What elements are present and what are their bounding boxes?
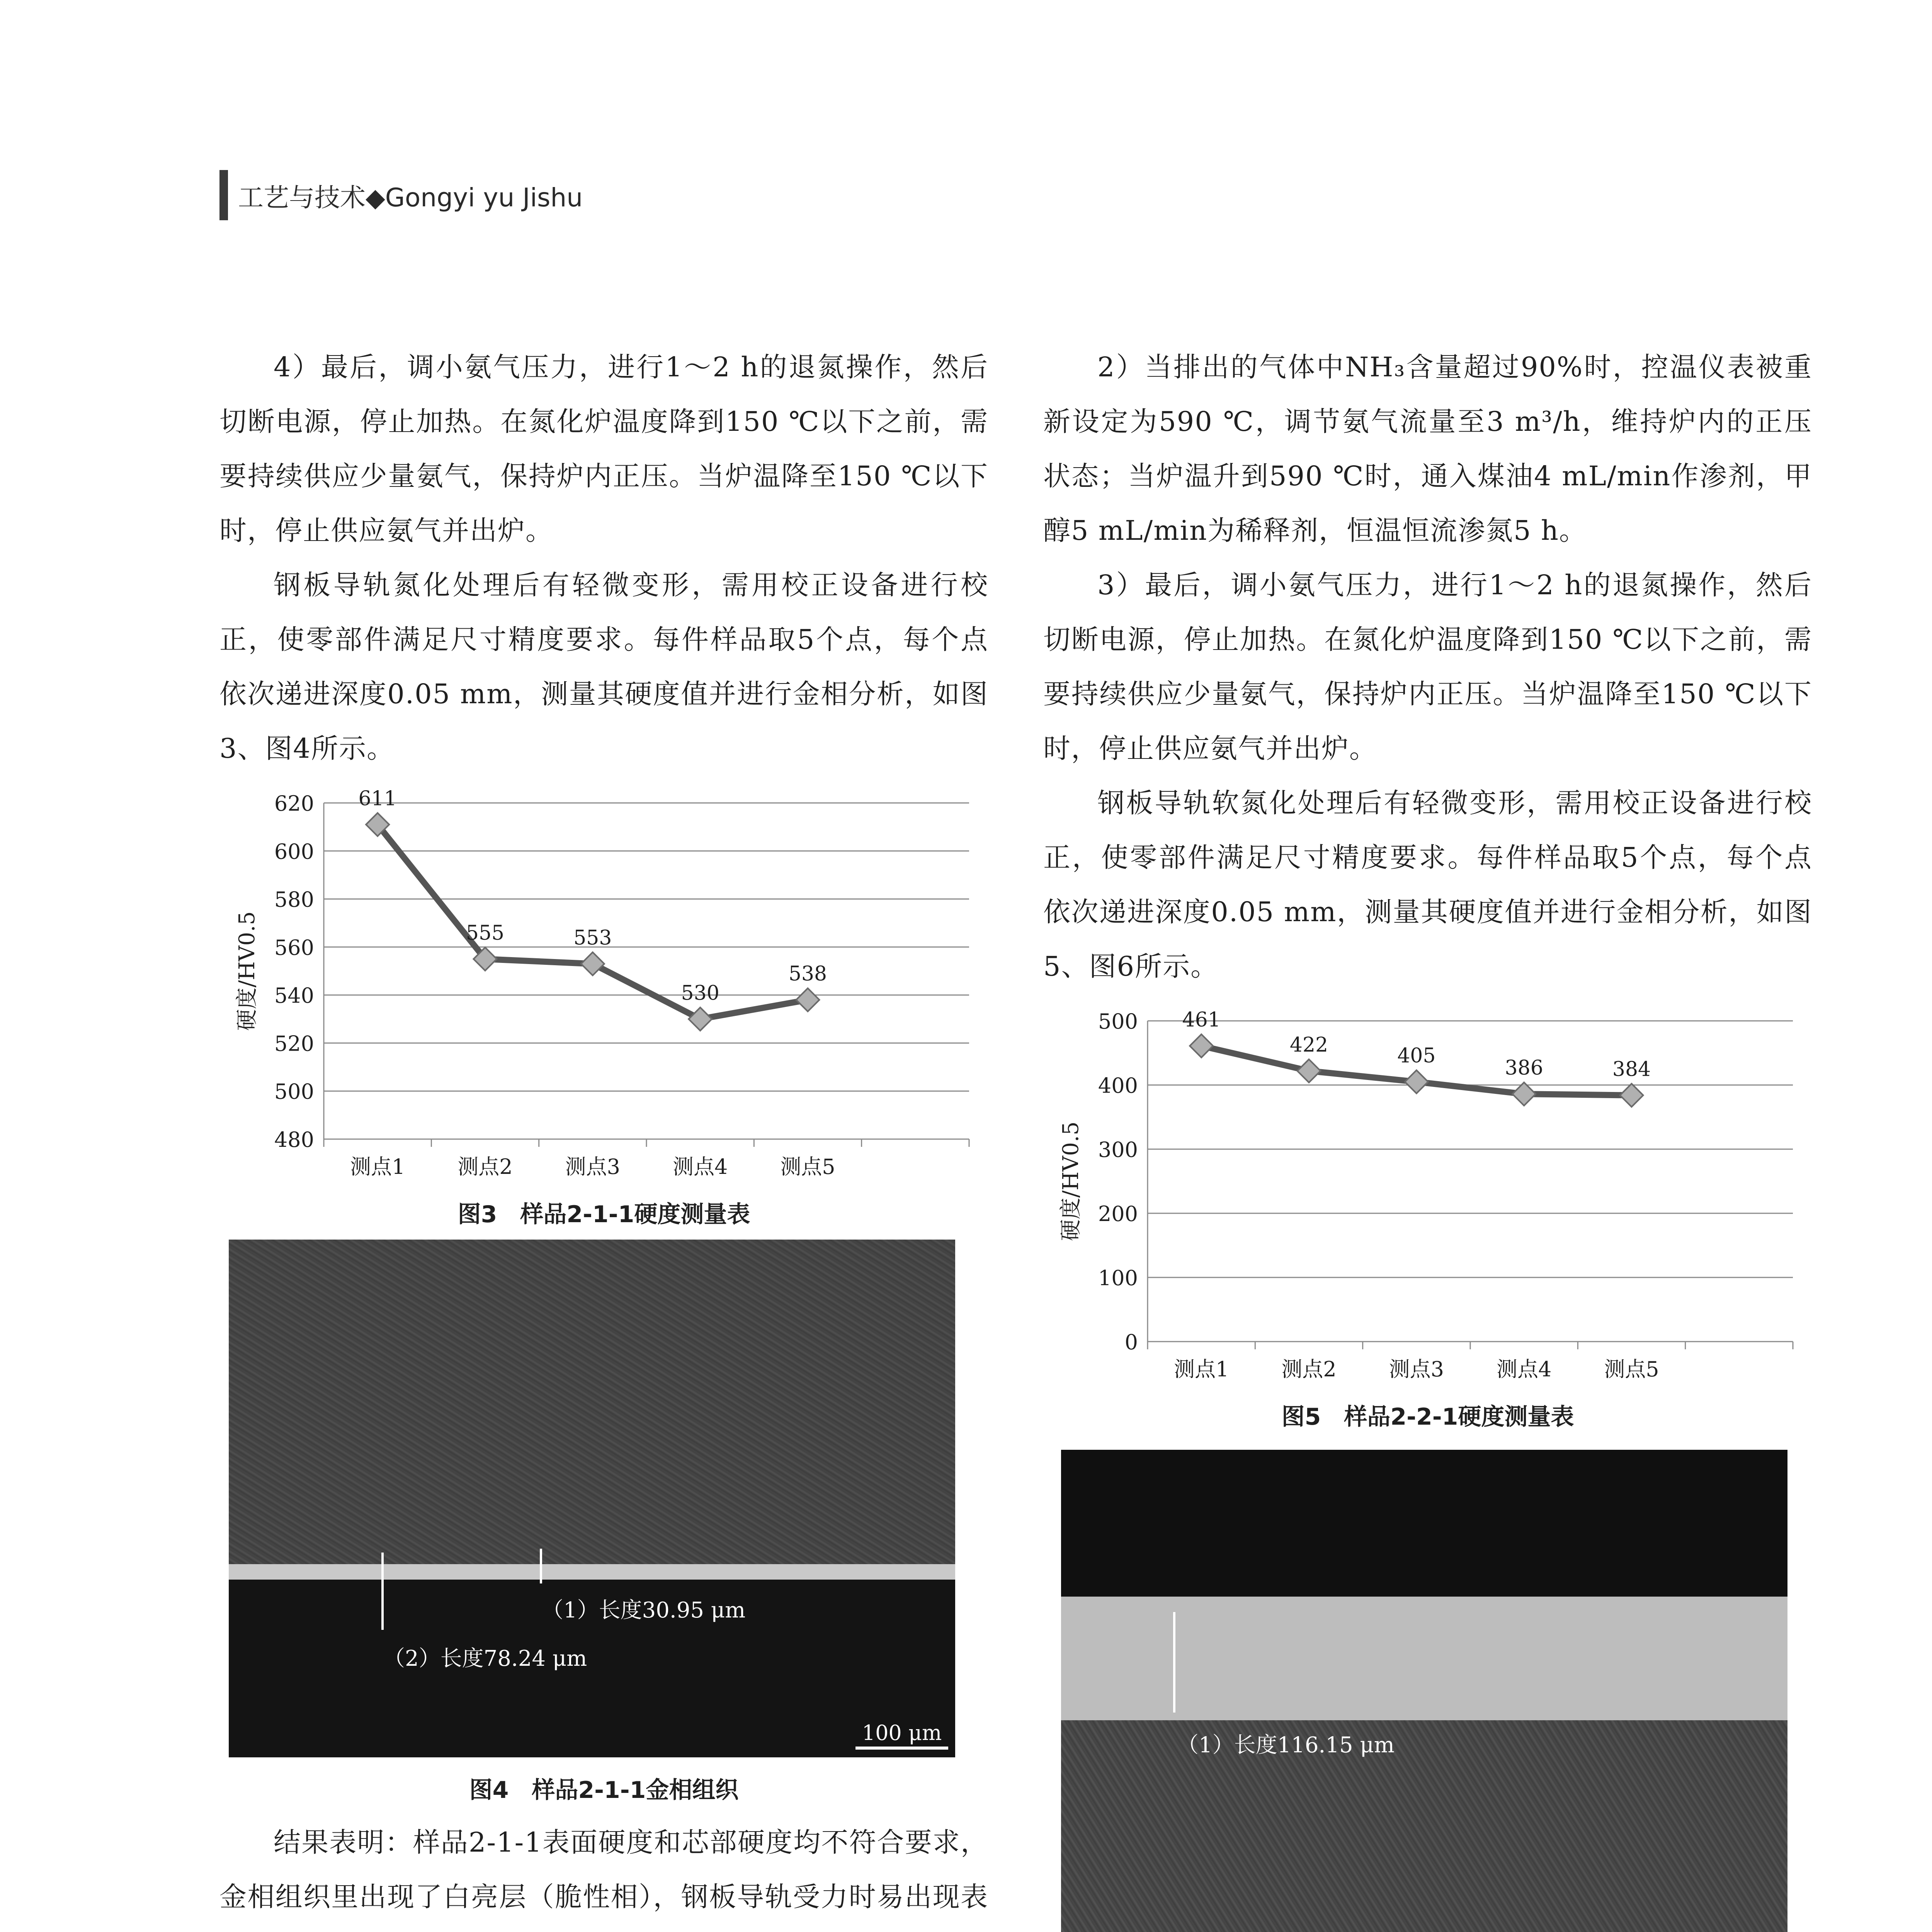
y-tick-label: 100 <box>1098 1266 1138 1290</box>
figure-caption: 图4 样品2-1-1金相组织 <box>469 1777 739 1804</box>
measure-label-1: （1）长度30.95 μm <box>542 1598 746 1623</box>
right-column <box>1043 340 1812 1932</box>
x-tick-label: 测点1 <box>350 1155 405 1179</box>
measure-line-2 <box>381 1553 384 1630</box>
paragraph: 钢板导轨氮化处理后有轻微变形，需用校正设备进行校正，使零部件满足尺寸精度要求。每件样品取5个点，每个点依次递进深度0.05 mm，测量其硬度值并进行金相分析，如图3、图4所示。 <box>219 569 988 764</box>
dark-mount <box>1061 1450 1787 1597</box>
y-tick-label: 500 <box>274 1079 314 1104</box>
x-tick-label: 测点3 <box>565 1155 621 1179</box>
micrograph-fig4 <box>229 1240 955 1757</box>
data-point <box>1298 1059 1321 1082</box>
x-tick-label: 测点5 <box>1604 1357 1659 1381</box>
paragraph: 钢板导轨软氮化处理后有轻微变形，需用校正设备进行校正，使零部件满足尺寸精度要求。每件样品取5个点，每个点依次递进深度0.05 mm，测量其硬度值并进行金相分析，如图5、图6所示。 <box>1043 787 1812 982</box>
measure-line-1 <box>540 1549 542 1583</box>
x-tick-label: 测点1 <box>1173 1357 1229 1381</box>
series-line <box>378 825 808 1019</box>
paragraph: 2）当排出的气体中NH₃含量超过90%时，控温仪表被重新设定为590 ℃，调节氨气流量至3 m³/h，维持炉内的正压状态；当炉温升到590 ℃时，通入煤油4 mL/min作渗剂，甲醇5 mL/min为稀释剂，恒温恒流渗氮5 h。 <box>1043 351 1812 546</box>
data-label: 555 <box>466 921 505 945</box>
header-title: 工艺与技术◆Gongyi yu Jishu <box>238 182 583 213</box>
paragraph: 结果表明：样品2-1-1表面硬度和芯部硬度均不符合要求，金相组织里出现了白亮层（脆性相），钢板导轨受力时易出现表 <box>219 1827 988 1913</box>
data-point <box>796 988 820 1012</box>
x-tick-label: 测点4 <box>1496 1357 1552 1381</box>
y-tick-label: 200 <box>1098 1202 1138 1226</box>
data-label: 530 <box>681 981 719 1005</box>
bright-layer <box>1061 1597 1787 1720</box>
chart-fig5 <box>1043 998 1812 1396</box>
paragraph: 4）最后，调小氨气压力，进行1～2 h的退氮操作，然后切断电源，停止加热。在氮化炉温度降到150 ℃以下之前，需要持续供应少量氨气，保持炉内正压。当炉温降至150 ℃以下时，停止供应氨气并出炉。 <box>219 351 988 546</box>
x-tick-label: 测点2 <box>457 1155 513 1179</box>
y-tick-label: 580 <box>274 887 314 912</box>
y-tick-label: 540 <box>274 983 314 1008</box>
y-tick-label: 500 <box>1098 1009 1138 1034</box>
data-label: 461 <box>1182 1008 1221 1032</box>
y-tick-label: 520 <box>274 1031 314 1056</box>
y-tick-label: 620 <box>274 791 314 816</box>
x-tick-label: 测点3 <box>1389 1357 1444 1381</box>
y-tick-label: 560 <box>274 935 314 960</box>
y-tick-label: 480 <box>274 1128 314 1152</box>
running-header <box>219 170 583 220</box>
bright-layer <box>229 1564 955 1580</box>
figure-5 <box>1043 998 1812 1434</box>
x-tick-label: 测点4 <box>672 1155 728 1179</box>
left-column <box>219 340 988 1932</box>
data-point <box>689 1007 712 1031</box>
data-point <box>1620 1084 1643 1107</box>
data-label: 611 <box>358 787 397 810</box>
figure-6 <box>1043 1450 1812 1932</box>
chart-fig3 <box>219 780 988 1193</box>
figure-3 <box>219 780 988 1232</box>
measure-label-1: （1）长度116.15 μm <box>1177 1733 1395 1758</box>
micrograph-fig6 <box>1061 1450 1787 1932</box>
data-point <box>1405 1070 1428 1094</box>
figure-4 <box>219 1240 988 1808</box>
data-label: 386 <box>1505 1056 1543 1080</box>
figure-caption: 图5 样品2-2-1硬度测量表 <box>1281 1403 1574 1430</box>
data-label: 422 <box>1289 1033 1328 1057</box>
y-axis-label: 硬度/HV0.5 <box>235 911 260 1031</box>
x-tick-label: 测点5 <box>780 1155 835 1179</box>
measure-line-1 <box>1173 1612 1175 1713</box>
measure-label-2: （2）长度78.24 μm <box>383 1646 587 1671</box>
data-label: 384 <box>1612 1058 1651 1081</box>
scale-bar: 100 μm <box>855 1721 948 1750</box>
figure-caption: 图3 样品2-1-1硬度测量表 <box>457 1201 750 1228</box>
x-tick-label: 测点2 <box>1281 1357 1337 1381</box>
data-label: 405 <box>1397 1044 1436 1068</box>
data-label: 553 <box>573 926 612 950</box>
data-label: 538 <box>788 962 827 986</box>
data-point <box>581 952 604 975</box>
y-axis-label: 硬度/HV0.5 <box>1058 1121 1083 1241</box>
y-tick-label: 0 <box>1124 1330 1138 1354</box>
y-tick-label: 300 <box>1098 1138 1138 1162</box>
y-tick-label: 400 <box>1098 1073 1138 1098</box>
paragraph: 3）最后，调小氨气压力，进行1～2 h的退氮操作，然后切断电源，停止加热。在氮化炉温度降到150 ℃以下之前，需要持续供应少量氨气，保持炉内正压。当炉温降至150 ℃以下时，停止供应氨气并出炉。 <box>1043 569 1812 764</box>
data-point <box>1512 1082 1536 1105</box>
header-bar <box>219 170 228 220</box>
y-tick-label: 600 <box>274 839 314 864</box>
data-point <box>1190 1034 1213 1058</box>
